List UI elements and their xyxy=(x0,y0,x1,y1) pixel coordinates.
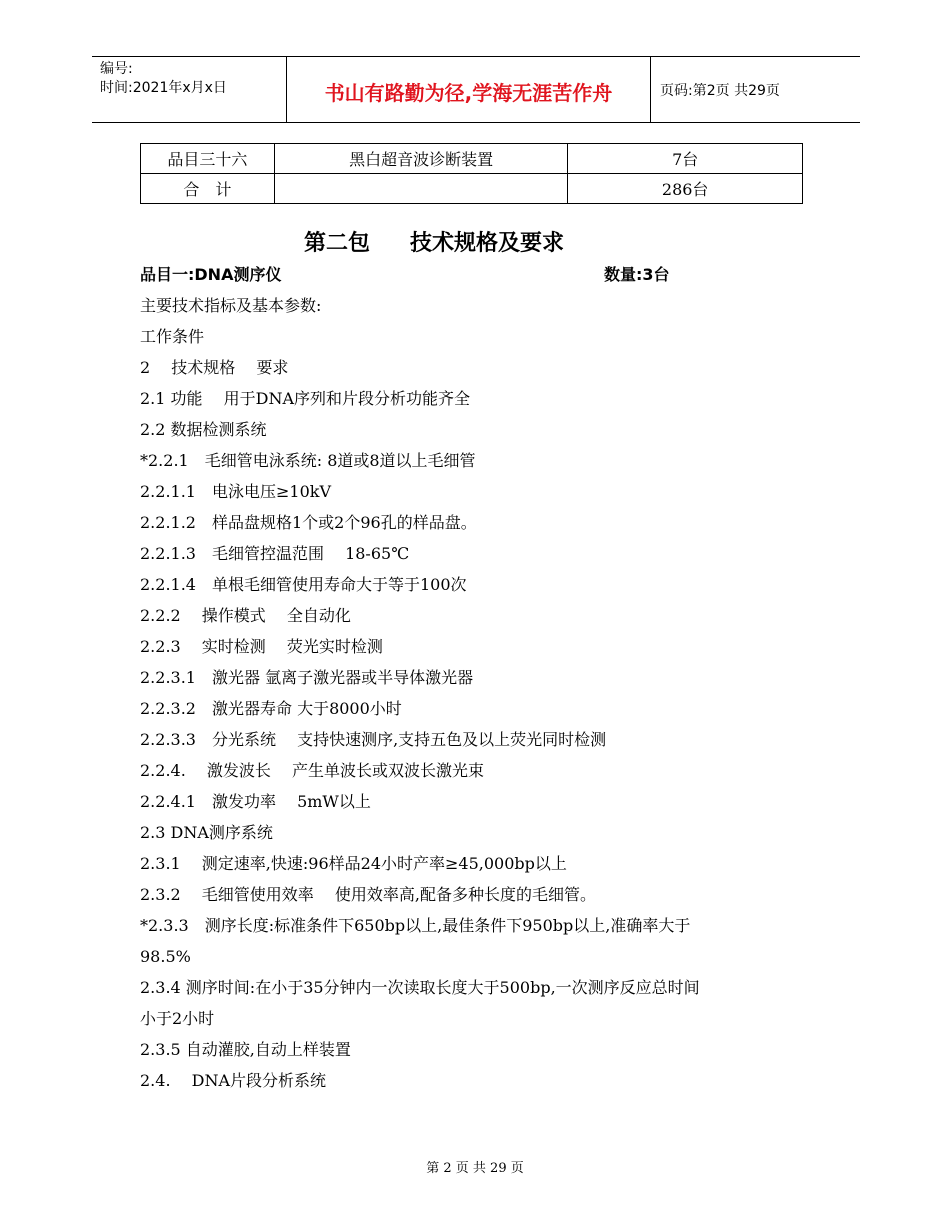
header-bottom-rule xyxy=(92,122,860,123)
spec-line: 2.2.4. 激发波长 产生单波长或双波长激光束 xyxy=(140,761,484,780)
table-cell-item: 品目三十六 xyxy=(141,144,275,174)
table-cell-qty: 7台 xyxy=(568,144,803,174)
item-quantity: 数量:3台 xyxy=(604,265,670,284)
spec-line: 2.4. DNA片段分析系统 xyxy=(140,1071,327,1090)
spec-line: 2.2.1.3 毛细管控温范围 18-65℃ xyxy=(140,544,410,563)
header-divider-right xyxy=(650,56,651,122)
spec-line: 2.2.2 操作模式 全自动化 xyxy=(140,606,351,625)
spec-line: 小于2小时 xyxy=(140,1009,215,1028)
spec-line: 2.2 数据检测系统 xyxy=(140,420,267,439)
header-time: 时间:2021年x月x日 xyxy=(100,80,227,96)
table-cell-name xyxy=(274,174,568,204)
spec-line: 98.5% xyxy=(140,947,191,966)
header-meta xyxy=(100,60,227,98)
item-title: 品目一:DNA测序仪 xyxy=(140,265,282,284)
items-table xyxy=(140,143,803,204)
header-top-rule xyxy=(92,56,860,57)
spec-list xyxy=(140,290,812,1096)
header-page-number: 页码:第2页 共29页 xyxy=(660,83,780,99)
table-cell-qty: 286台 xyxy=(568,174,803,204)
spec-line: 2.2.1.2 样品盘规格1个或2个96孔的样品盘。 xyxy=(140,513,477,532)
spec-line: 2.2.3 实时检测 荧光实时检测 xyxy=(140,637,383,656)
header-motto: 书山有路勤为径,学海无涯苦作舟 xyxy=(324,81,613,105)
spec-line: 2.3.1 测定速率,快速:96样品24小时产率≥45,000bp以上 xyxy=(140,854,567,873)
spec-line: *2.3.3 测序长度:标准条件下650bp以上,最佳条件下950bp以上,准确率大于 xyxy=(140,916,691,935)
spec-line: 2.3 DNA测序系统 xyxy=(140,823,273,842)
table-cell-name: 黑白超音波诊断装置 xyxy=(274,144,568,174)
spec-line: 2.1 功能 用于DNA序列和片段分析功能齐全 xyxy=(140,389,471,408)
section-title-package: 第二包 xyxy=(303,231,370,256)
spec-line: 2.2.1.1 电泳电压≥10kV xyxy=(140,482,331,501)
spec-line: 主要技术指标及基本参数: xyxy=(140,296,322,315)
spec-line: 2.2.3.1 激光器 氩离子激光器或半导体激光器 xyxy=(140,668,474,687)
footer-page-number: 第 2 页 共 29 页 xyxy=(426,1161,524,1176)
spec-line: 2.2.4.1 激发功率 5mW以上 xyxy=(140,792,371,811)
spec-line: 2.2.3.3 分光系统 支持快速测序,支持五色及以上荧光同时检测 xyxy=(140,730,607,749)
table-row xyxy=(141,174,803,204)
spec-line: 2.3.2 毛细管使用效率 使用效率高,配备多种长度的毛细管。 xyxy=(140,885,596,904)
spec-line: 2.3.5 自动灌胶,自动上样装置 xyxy=(140,1040,351,1059)
spec-line: 2.3.4 测序时间:在小于35分钟内一次读取长度大于500bp,一次测序反应总时间 xyxy=(140,978,700,997)
spec-line: 2 技术规格 要求 xyxy=(140,358,289,377)
table-cell-item: 合 计 xyxy=(141,174,275,204)
spec-line: 2.2.1.4 单根毛细管使用寿命大于等于100次 xyxy=(140,575,467,594)
section-title-spec: 技术规格及要求 xyxy=(410,231,565,256)
table-row xyxy=(141,144,803,174)
spec-line: 2.2.3.2 激光器寿命 大于8000小时 xyxy=(140,699,402,718)
spec-line: 工作条件 xyxy=(140,327,205,346)
header-code: 编号: xyxy=(100,61,133,77)
spec-line: *2.2.1 毛细管电泳系统: 8道或8道以上毛细管 xyxy=(140,451,476,470)
section-title xyxy=(0,226,868,257)
